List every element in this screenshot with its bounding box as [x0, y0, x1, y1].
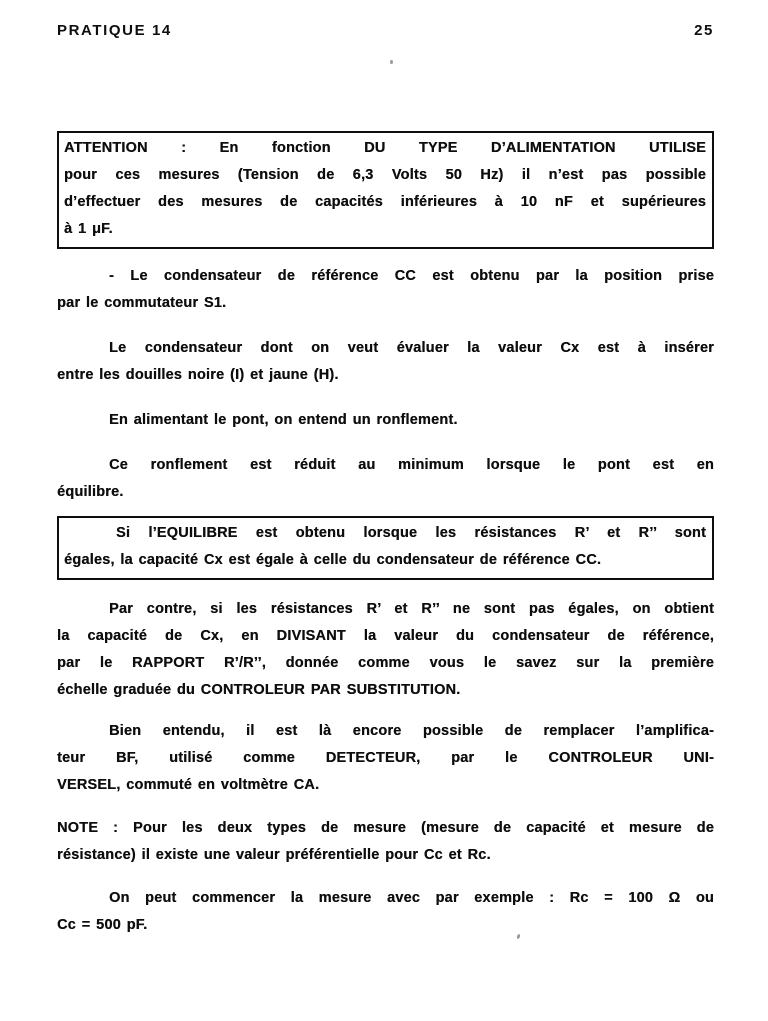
text-line: NOTE : Pour les deux types de mesure (mesure de capacité et mesure de: [57, 820, 714, 836]
text-line: Bien entendu, il est là encore possible de remplacer l’amplifica-: [109, 723, 714, 739]
text-line: Cc = 500 pF.: [57, 917, 148, 933]
text-line: égales, la capacité Cx est égale à celle du condensateur de référence CC.: [64, 552, 602, 568]
text-line: entre les douilles noire (I) et jaune (H).: [57, 367, 339, 383]
paragraph-condensateur-reference: [57, 263, 714, 317]
paragraph-note: [57, 815, 714, 869]
text-line: la capacité de Cx, en DIVISANT la valeur du condensateur de référence,: [57, 628, 714, 644]
text-line: En alimentant le pont, on entend un ronflement.: [109, 412, 458, 428]
text-line: à 1 μF.: [64, 221, 113, 237]
attention-box: [57, 131, 714, 249]
text-line: pour ces mesures (Tension de 6,3 Volts 50 Hz) il n’est pas possible: [64, 167, 706, 183]
text-line: Si l’EQUILIBRE est obtenu lorsque les résistances R’ et R’’ sont: [116, 525, 706, 541]
text-line: équilibre.: [57, 484, 124, 500]
text-line: Le condensateur dont on veut évaluer la valeur Cx est à insérer: [109, 340, 714, 356]
equilibre-box: [57, 516, 714, 580]
text-line: VERSEL, commuté en voltmètre CA.: [57, 777, 320, 793]
paragraph-exemple-valeurs: [57, 885, 714, 939]
paragraph-ronflement: [57, 452, 714, 506]
paragraph-condensateur-cx: [57, 335, 714, 389]
text-line: Par contre, si les résistances R’ et R’’ ne sont pas égales, on obtient: [109, 601, 714, 617]
text-line: ATTENTION : En fonction DU TYPE D’ALIMENTATION UTILISE: [64, 140, 706, 156]
text-line: - Le condensateur de référence CC est obtenu par la position prise: [109, 268, 714, 284]
page-header: [57, 22, 714, 40]
paragraph-alimentant-le-pont: [57, 407, 714, 434]
page-title: PRATIQUE 14: [57, 22, 172, 39]
text-line: Ce ronflement est réduit au minimum lorsque le pont est en: [109, 457, 714, 473]
text-line: échelle graduée du CONTROLEUR PAR SUBSTITUTION.: [57, 682, 461, 698]
paragraph-par-contre: [57, 596, 714, 704]
text-line: On peut commencer la mesure avec par exemple : Rc = 100 Ω ou: [109, 890, 714, 906]
text-line: par le RAPPORT R’/R’’, donnée comme vous le savez sur la première: [57, 655, 714, 671]
text-line: par le commutateur S1.: [57, 295, 227, 311]
scan-speck: [390, 60, 393, 64]
page-number: 25: [694, 22, 714, 39]
text-line: teur BF, utilisé comme DETECTEUR, par le CONTROLEUR UNI-: [57, 750, 714, 766]
text-line: d’effectuer des mesures de capacités inférieures à 10 nF et supérieures: [64, 194, 706, 210]
paragraph-bien-entendu: [57, 718, 714, 799]
text-line: résistance) il existe une valeur préférentielle pour Cc et Rc.: [57, 847, 491, 863]
